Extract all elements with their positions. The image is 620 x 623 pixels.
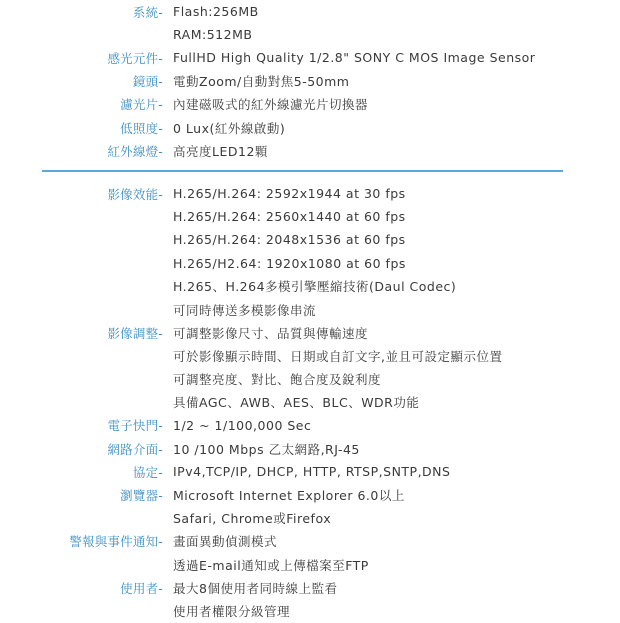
spec-value: 0 Lux(紅外線啟動) <box>173 120 286 136</box>
spec-section-features <box>0 182 620 623</box>
spec-label-dash: - <box>158 534 163 550</box>
spec-value: Flash:256MB <box>173 4 259 20</box>
spec-value: 高亮度LED12顆 <box>173 143 268 159</box>
spec-value: 可同時傳送多模影像串流 <box>173 302 317 318</box>
spec-label-text: 鏡頭 <box>132 74 159 90</box>
spec-label <box>0 49 163 67</box>
spec-row <box>0 228 620 251</box>
spec-label-dash: - <box>158 580 163 596</box>
spec-value: 10 /100 Mbps 乙太網路,RJ-45 <box>173 441 360 457</box>
spec-label-text: 影像效能 <box>107 186 159 202</box>
spec-label-text: 瀏覽器 <box>120 488 159 504</box>
spec-label-dash: - <box>158 120 163 136</box>
spec-row <box>0 344 620 367</box>
spec-row <box>0 391 620 414</box>
spec-label <box>0 416 163 434</box>
spec-row <box>0 298 620 321</box>
spec-section-hardware <box>0 0 620 162</box>
spec-label <box>0 95 163 113</box>
spec-row <box>0 368 620 391</box>
spec-value: 內建磁吸式的紅外線濾光片切換器 <box>173 97 369 113</box>
spec-label-dash: - <box>158 4 163 20</box>
spec-row <box>0 182 620 205</box>
spec-label <box>0 3 163 21</box>
spec-label <box>0 72 163 90</box>
spec-label <box>0 324 163 342</box>
spec-row <box>0 530 620 553</box>
spec-value: 具備AGC、AWB、AES、BLC、WDR功能 <box>173 395 420 411</box>
spec-row <box>0 507 620 530</box>
spec-value: FullHD High Quality 1/2.8" SONY C MOS Image Sensor <box>173 50 536 66</box>
spec-row <box>0 437 620 460</box>
spec-row <box>0 275 620 298</box>
section-divider <box>42 170 563 172</box>
spec-value: 可於影像顯示時間、日期或自訂文字,並且可設定顯示位置 <box>173 348 503 364</box>
spec-value: RAM:512MB <box>173 27 253 43</box>
spec-label-text: 紅外線燈 <box>107 143 159 159</box>
spec-value: 1/2 ~ 1/100,000 Sec <box>173 417 312 433</box>
spec-label-text: 電子快門 <box>107 418 159 434</box>
spec-row <box>0 321 620 344</box>
spec-label-dash: - <box>158 418 163 434</box>
spec-row <box>0 139 620 162</box>
spec-row <box>0 576 620 599</box>
spec-label <box>0 463 163 481</box>
spec-value: 畫面異動偵測模式 <box>173 534 278 550</box>
spec-value: H.265/H2.64: 1920x1080 at 60 fps <box>173 255 406 271</box>
spec-row <box>0 252 620 275</box>
spec-row <box>0 46 620 69</box>
spec-label-dash: - <box>158 488 163 504</box>
spec-label-dash: - <box>158 74 163 90</box>
spec-label <box>0 440 163 458</box>
spec-value: 電動Zoom/自動對焦5-50mm <box>173 74 350 90</box>
spec-label <box>0 142 163 160</box>
spec-row <box>0 116 620 139</box>
spec-row <box>0 460 620 483</box>
spec-label-text: 低照度 <box>120 120 159 136</box>
spec-value: H.265/H.264: 2048x1536 at 60 fps <box>173 232 406 248</box>
spec-value: 使用者權限分級管理 <box>173 603 291 619</box>
spec-label-dash: - <box>158 325 163 341</box>
spec-value: IPv4,TCP/IP, DHCP, HTTP, RTSP,SNTP,DNS <box>173 464 451 480</box>
spec-label-text: 網路介面 <box>107 441 159 457</box>
spec-row <box>0 205 620 228</box>
spec-label-dash: - <box>158 97 163 113</box>
spec-value: Microsoft Internet Explorer 6.0以上 <box>173 488 405 504</box>
spec-label-dash: - <box>158 50 163 66</box>
spec-value: 可調整影像尺寸、品質與傳輸速度 <box>173 325 369 341</box>
spec-value: 可調整亮度、對比、飽合度及銳利度 <box>173 372 382 388</box>
spec-label-text: 感光元件 <box>107 50 159 66</box>
spec-row <box>0 93 620 116</box>
spec-value: H.265、H.264多模引擎壓縮技術(Daul Codec) <box>173 279 457 295</box>
spec-value: Safari, Chrome或Firefox <box>173 511 332 527</box>
spec-label <box>0 532 163 550</box>
spec-row <box>0 553 620 576</box>
spec-label-dash: - <box>158 186 163 202</box>
spec-label-text: 濾光片 <box>120 97 159 113</box>
spec-row <box>0 0 620 23</box>
spec-label <box>0 185 163 203</box>
spec-value: 最大8個使用者同時線上監看 <box>173 580 338 596</box>
spec-row <box>0 70 620 93</box>
spec-label <box>0 579 163 597</box>
spec-value: H.265/H.264: 2560x1440 at 60 fps <box>173 209 406 225</box>
spec-row <box>0 23 620 46</box>
spec-label-text: 系統 <box>132 4 159 20</box>
spec-label-dash: - <box>158 143 163 159</box>
spec-value: 透過E-mail通知或上傳檔案至FTP <box>173 557 369 573</box>
spec-label <box>0 119 163 137</box>
spec-label <box>0 486 163 504</box>
spec-label-dash: - <box>158 441 163 457</box>
spec-value: H.265/H.264: 2592x1944 at 30 fps <box>173 186 406 202</box>
spec-row <box>0 414 620 437</box>
spec-label-text: 影像調整 <box>107 325 159 341</box>
spec-label-text: 協定 <box>132 464 159 480</box>
spec-row <box>0 599 620 622</box>
spec-label-text: 警報與事件通知 <box>69 534 159 550</box>
spec-label-text: 使用者 <box>120 580 159 596</box>
spec-label-dash: - <box>158 464 163 480</box>
spec-row <box>0 483 620 506</box>
